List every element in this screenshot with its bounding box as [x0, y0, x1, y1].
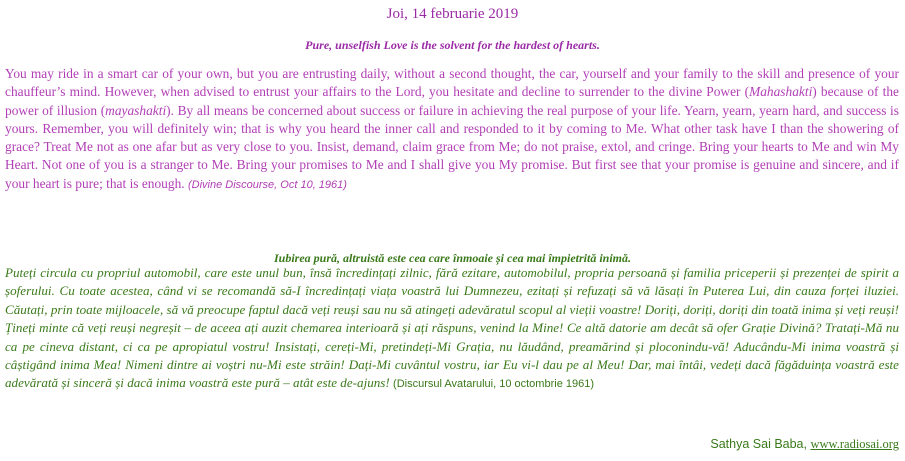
signature: [710, 437, 899, 452]
date-heading: Joi, 14 februarie 2019: [386, 6, 519, 22]
radiosai-link[interactable]: www.radiosai.org: [810, 437, 899, 451]
english-thought-heading: Pure, unselfish Love is the solvent for the hardest of hearts.: [305, 38, 600, 52]
english-body: [5, 65, 899, 194]
romanian-body-text: Puteți circula cu propriul automobil, care este unul bun, însă încredințați zilnic, fără ezitare, automobilul, propria persoană și familia priceperii și prezenței de spirit a șoferului. Cu toate acestea, când vi se recomandă să-I încredințați viața voastră lui Dumnezeu, ezitați și refuzați să vă lăsați în Puterea Lui, din cauza forței iluziei. Căutați, prin toate mijloacele, să vă preocupe faptul dacă veți reuși sau nu să atingeți adevăratul scopul al vieții voastre! Doriți, doriți, doriți din toată inima și veți reuși! Țineți minte că veți reuși negreșit – de aceea ați auzit chemarea interioară și ați răspuns, venind la Mine! Ce altă datorie am decât să ofer Grație Divină? Tratați-Mă nu ca pe cineva distant, ci ca pe apropiatul vostru! Insistați, cereți-Mi, pretindeți-Mi Grația, nu lăudând, preamărind și ploconindu-vă! Aducându-Mi inima voastră și câștigând inima Mea! Nimeni dintre ai voștri nu-Mi este străin! Dați-Mi cuvântul vostru, iar Eu vi-l dau pe al Meu! Dar, mai întâi, vedeți dacă făgăduința voastră este adevărată și sinceră și dacă inima voastră este pură – atât este de-ajuns!: [5, 265, 899, 391]
term-mahashakti: Mahashakti: [749, 84, 813, 100]
term-mayashakti: mayashakti: [105, 102, 167, 118]
english-body-part2: ) because of the power of illusion (: [5, 84, 899, 118]
romanian-source: (Discursul Avatarului, 10 octombrie 1961): [393, 378, 594, 391]
signature-name: Sathya Sai Baba,: [710, 437, 811, 451]
english-body-part3: ). By all means be concerned about success or failure in achieving the real purpose of your life. Yearn, yearn, yearn hard, and success is yours. Remember, you will definitely win; that is why you heard the inner call and responded to it by coming to Me. What other task have I than the showering of grace? Treat Me not as one afar but as very close to you. Insist, demand, claim grace from Me; do not praise, extol, and cringe. Bring your hearts to Me and win My Heart. Not one of you is a stranger to Me. Bring your promises to Me and I shall give you My promise. But first see that your promise is genuine and sincere, and if your heart is pure; that is enough.: [5, 102, 899, 191]
english-body-part1: You may ride in a smart car of your own, but you are entrusting daily, without a second thought, the car, yourself and your family to the skill and presence of your chauffeur’s mind. However, when advised to entrust your affairs to the Lord, you hesitate and decline to surrender to the divine Power (: [5, 66, 899, 100]
english-source: (Divine Discourse, Oct 10, 1961): [187, 178, 347, 191]
romanian-body: [5, 264, 899, 394]
romanian-thought-heading: Iubirea pură, altruistă este cea care înmoaie și cea mai împietrită inimă.: [274, 251, 631, 265]
